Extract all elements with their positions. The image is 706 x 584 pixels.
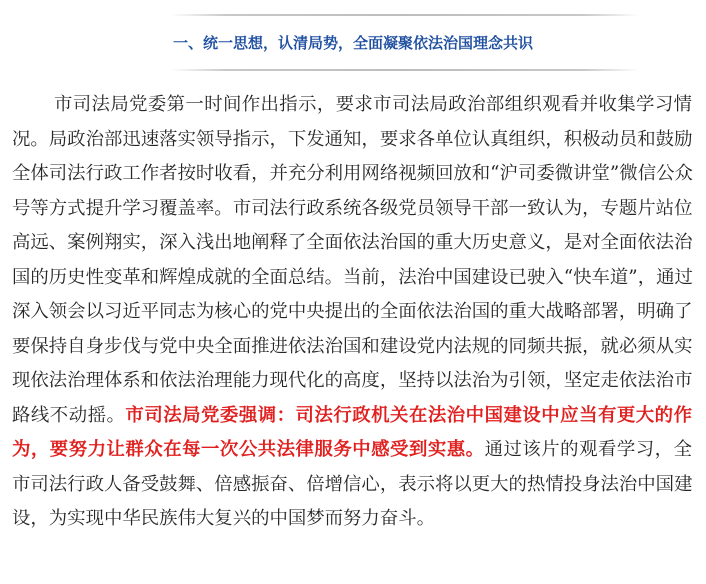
paragraph-line: [12, 123, 692, 158]
body-text: 市司法局党委第一时间作出指示，要求市司法局政治部组织观看并收集学习情: [54, 94, 692, 115]
body-text: 设，为实现中华民族伟大复兴的中国梦而努力奋斗。: [12, 508, 435, 529]
body-text: 要保持自身步伐与党中央全面推进依法治国和建设党内法规的同频共振，就必须从实: [12, 335, 693, 357]
body-text: 现依法治理体系和依法治理能力现代化的高度，坚持以法治为引领，坚定走依法治市: [12, 370, 693, 391]
body-text: 国的历史性变革和辉煌成就的全面总结。当前，法治中国建设已驶入“快车道”，通过: [12, 266, 693, 288]
paragraph-line: [12, 330, 692, 365]
heading-bottom-rule: [170, 69, 640, 71]
body-text: 高远、案例翔实，深入浅出地阐释了全面依法治国的重大历史意义，是对全面依法治: [12, 232, 693, 253]
paragraph-line: [12, 157, 692, 192]
section-heading: 一、统一思想，认清局势，全面凝聚依法治国理念共识: [172, 34, 533, 52]
body-text: 通过该片的观看学习，全: [484, 439, 692, 460]
body-paragraph: [12, 88, 692, 537]
paragraph-line: [12, 468, 692, 503]
paragraph-line: [12, 364, 692, 399]
paragraph-line: [12, 399, 692, 434]
paragraph-line: [12, 433, 692, 468]
body-text: 路线不动摇。: [12, 404, 126, 426]
highlighted-text: 市司法局党委强调：司法行政机关在法治中国建设中应当有更大的作: [125, 404, 692, 426]
paragraph-line: [12, 88, 692, 123]
paragraph-line: [12, 192, 692, 227]
body-text: 全体司法行政工作者按时收看，并充分利用网络视频回放和“沪司委微讲堂”微信公众: [12, 163, 693, 184]
paragraph-line: [12, 502, 692, 537]
paragraph-line: [12, 261, 692, 296]
body-text: 况。局政治部迅速落实领导指示，下发通知，要求各单位认真组织，积极动员和鼓励: [12, 128, 693, 150]
body-text: 深入领会以习近平同志为核心的党中央提出的全面依法治国的重大战略部署，明确了: [12, 301, 693, 322]
paragraph-line: [12, 226, 692, 261]
paragraph-line: [12, 295, 692, 330]
highlighted-text: 为，要努力让群众在每一次公共法律服务中感受到实惠。: [12, 439, 485, 460]
heading-top-rule: [170, 14, 640, 16]
body-text: 市司法行政人备受鼓舞、倍感振奋、倍增信心，表示将以更大的热情投身法治中国建: [12, 473, 693, 495]
body-text: 号等方式提升学习覆盖率。市司法行政系统各级党员领导干部一致认为，专题片站位: [12, 197, 693, 219]
